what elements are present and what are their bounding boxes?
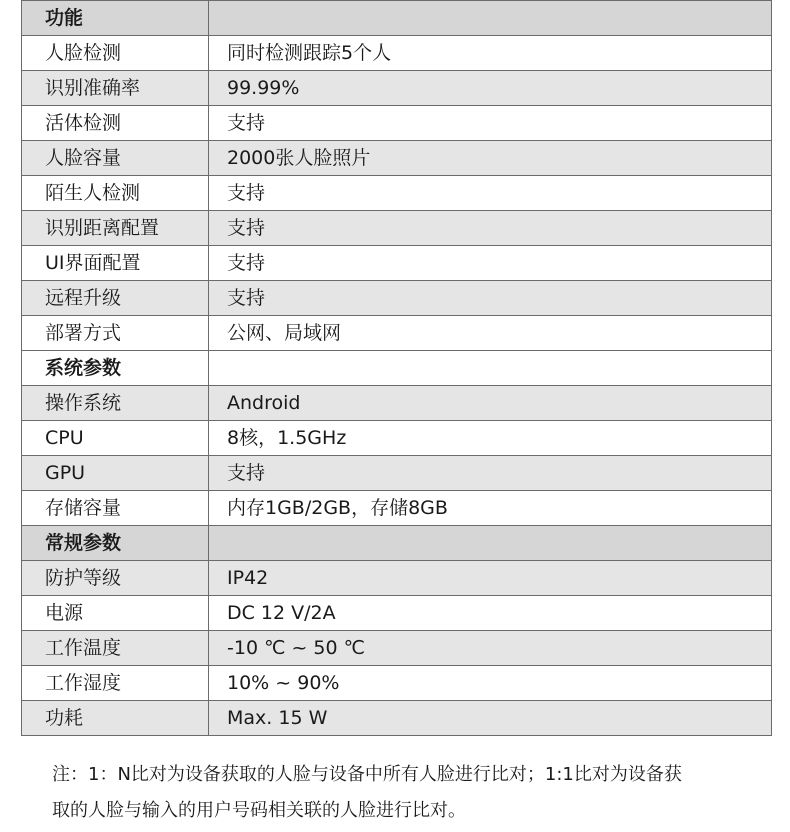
row-label: 功耗: [22, 701, 209, 736]
footnote-line: 注：1：N比对为设备获取的人脸与设备中所有人脸进行比对；1:1比对为设备获: [52, 764, 682, 785]
table-row: [22, 456, 772, 491]
row-value: 2000张人脸照片: [209, 141, 772, 176]
table-row: [22, 246, 772, 281]
row-label: 远程升级: [22, 281, 209, 316]
footnote: [52, 757, 752, 829]
row-label: 存储容量: [22, 491, 209, 526]
row-value: Android: [209, 386, 772, 421]
row-value: 支持: [209, 281, 772, 316]
table-row: [22, 281, 772, 316]
table-row: [22, 176, 772, 211]
row-value: 公网、局域网: [209, 316, 772, 351]
spec-table: [21, 0, 772, 736]
row-label: 工作温度: [22, 631, 209, 666]
row-value: 支持: [209, 456, 772, 491]
table-row: [22, 561, 772, 596]
section-row: [22, 526, 772, 561]
row-label: 功能: [22, 1, 209, 36]
row-value: [209, 351, 772, 386]
row-value: 支持: [209, 106, 772, 141]
row-value: 8核，1.5GHz: [209, 421, 772, 456]
row-value: Max. 15 W: [209, 701, 772, 736]
row-label: 识别距离配置: [22, 211, 209, 246]
row-label: CPU: [22, 421, 209, 456]
row-label: 人脸容量: [22, 141, 209, 176]
row-label: 操作系统: [22, 386, 209, 421]
row-label: 防护等级: [22, 561, 209, 596]
row-value: 支持: [209, 211, 772, 246]
footnote-line: 取的人脸与输入的用户号码相关联的人脸进行比对。: [52, 800, 466, 821]
row-value: DC 12 V/2A: [209, 596, 772, 631]
table-row: [22, 106, 772, 141]
table-row: [22, 631, 772, 666]
row-value: 99.99%: [209, 71, 772, 106]
table-row: [22, 666, 772, 701]
row-label: 部署方式: [22, 316, 209, 351]
row-value: 支持: [209, 176, 772, 211]
row-label: 识别准确率: [22, 71, 209, 106]
section-row: [22, 1, 772, 36]
row-label: 电源: [22, 596, 209, 631]
row-label: GPU: [22, 456, 209, 491]
table-row: [22, 71, 772, 106]
table-row: [22, 386, 772, 421]
table-row: [22, 211, 772, 246]
row-value: -10 ℃ ~ 50 ℃: [209, 631, 772, 666]
row-label: UI界面配置: [22, 246, 209, 281]
row-value: 同时检测跟踪5个人: [209, 36, 772, 71]
table-row: [22, 316, 772, 351]
row-label: 系统参数: [22, 351, 209, 386]
row-value: IP42: [209, 561, 772, 596]
row-value: 内存1GB/2GB，存储8GB: [209, 491, 772, 526]
table-row: [22, 421, 772, 456]
row-value: [209, 526, 772, 561]
table-row: [22, 596, 772, 631]
table-row: [22, 36, 772, 71]
row-label: 活体检测: [22, 106, 209, 141]
table-row: [22, 491, 772, 526]
row-label: 常规参数: [22, 526, 209, 561]
row-label: 陌生人检测: [22, 176, 209, 211]
table-row: [22, 701, 772, 736]
row-value: 支持: [209, 246, 772, 281]
row-value: 10% ~ 90%: [209, 666, 772, 701]
table-row: [22, 141, 772, 176]
row-value: [209, 1, 772, 36]
section-row: [22, 351, 772, 386]
row-label: 人脸检测: [22, 36, 209, 71]
row-label: 工作湿度: [22, 666, 209, 701]
